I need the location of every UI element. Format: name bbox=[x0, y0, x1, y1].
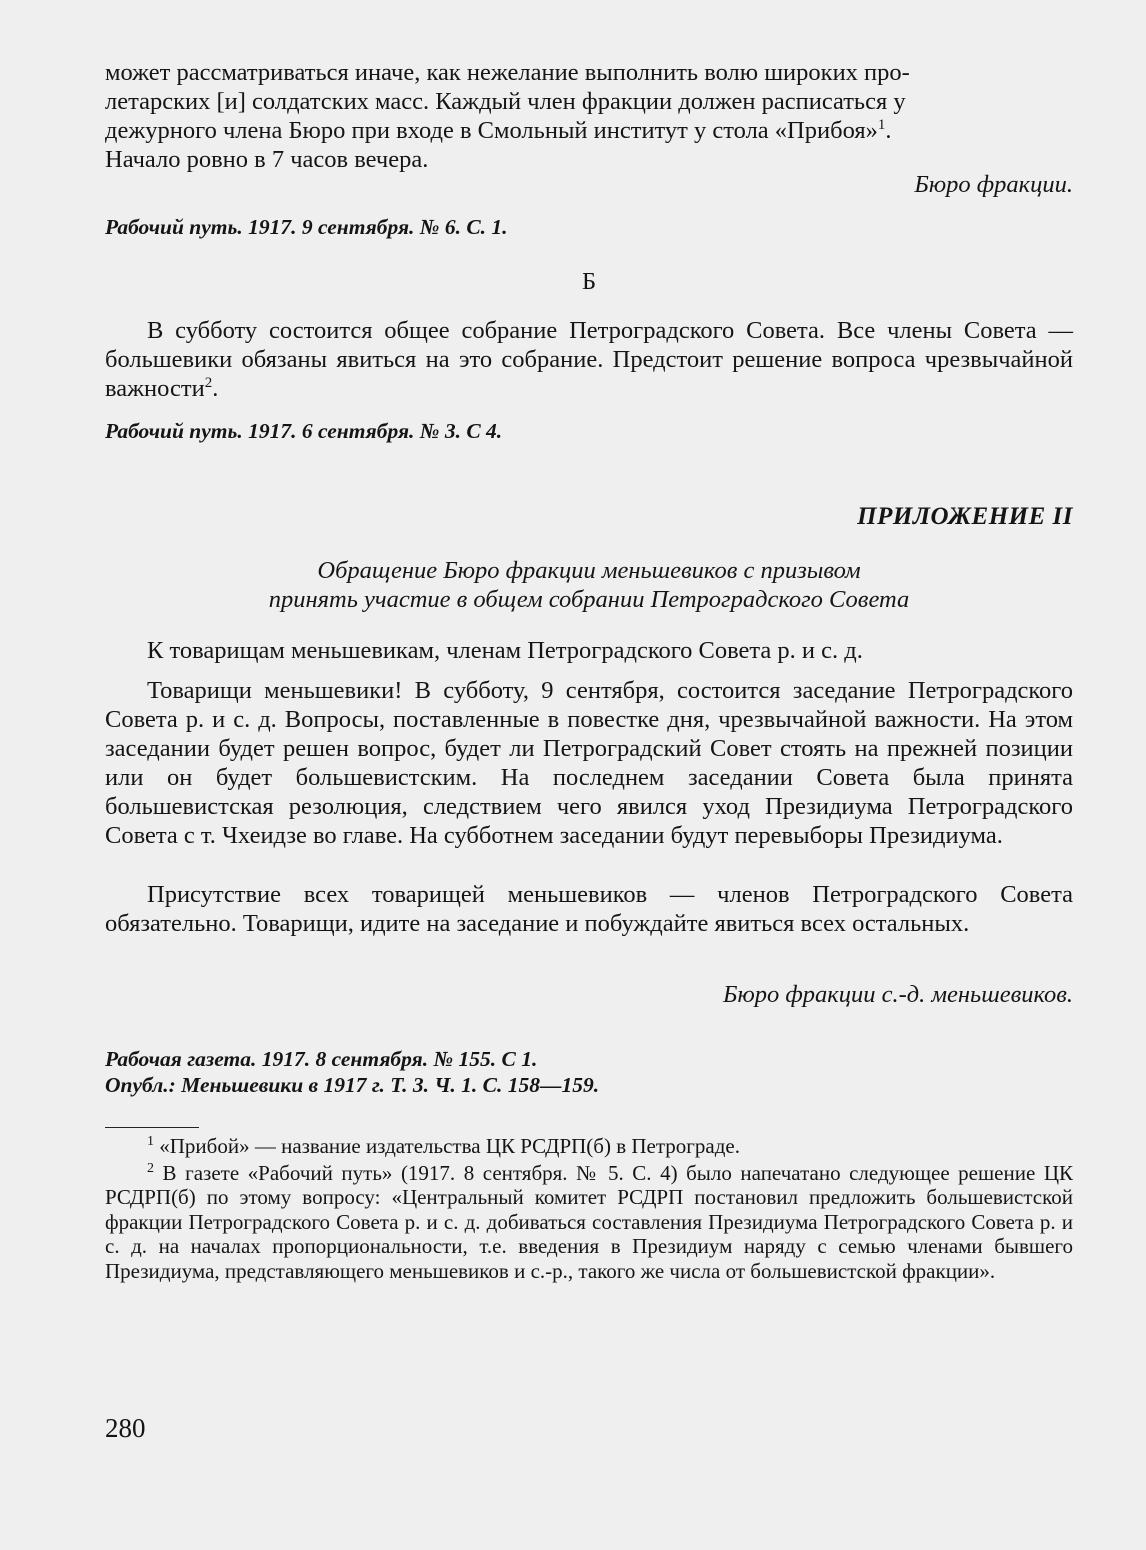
section-b-paragraph: В субботу состоится общее собрание Петроградского Совета. Все члены Совета — большевики обязаны явиться на это собрание. Предстоит решение вопроса чрезвычайной важности$^2$. bbox=[105, 317, 1073, 402]
appendix-paragraph-2-block bbox=[105, 880, 1073, 938]
top-line-2: летарских [и] солдатских масс. Каждый член фракции должен расписаться у bbox=[105, 88, 906, 115]
appendix-source-1: Рабочая газета. 1917. 8 сентября. № 155. С 1. bbox=[105, 1047, 538, 1071]
footnote-1: $^1$ «Прибой» — название издательства ЦК РСДРП(б) в Петрограде. bbox=[147, 1134, 741, 1158]
appendix-sources bbox=[105, 1046, 1073, 1098]
footnotes bbox=[105, 1134, 1073, 1283]
appendix-label: ПРИЛОЖЕНИЕ II bbox=[857, 503, 1073, 530]
section-b-heading-block bbox=[105, 268, 1073, 296]
top-source-block bbox=[105, 214, 1073, 240]
top-source: Рабочий путь. 1917. 9 сентября. № 6. С. 1. bbox=[105, 215, 508, 239]
appendix-title bbox=[105, 556, 1073, 614]
section-b-letter: Б bbox=[581, 268, 597, 295]
top-signature-block bbox=[105, 170, 1073, 199]
appendix-paragraph-1-block bbox=[105, 676, 1073, 850]
section-b-source-block bbox=[105, 418, 1073, 444]
top-line-3: дежурного члена Бюро при входе в Смольный институт у стола «Прибоя»$^1$. bbox=[105, 116, 892, 144]
top-line-4: Начало ровно в 7 часов вечера. bbox=[105, 146, 429, 173]
footnote-divider bbox=[105, 1127, 199, 1128]
footnote-ref-1: 1 bbox=[877, 116, 886, 133]
appendix-title-line-2: принять участие в общем собрании Петроградского Совета bbox=[268, 586, 910, 613]
section-b-source: Рабочий путь. 1917. 6 сентября. № 3. С 4. bbox=[105, 419, 503, 443]
page-number: 280 bbox=[105, 1413, 146, 1443]
footnote-2: $^2$ В газете «Рабочий путь» (1917. 8 сентября. № 5. С. 4) было напечатано следующее решение ЦК РСДРП(б) по этому вопросу: «Центральный комитет РСДРП постановил предложить большевистской фракции Петроградского Совета р. и с. д. добиваться составления Президиума Петроградского Совета р. и с. д. на началах пропорциональности, т.е. введения в Президиум наряду с семью членами бывшего Президиума, представляющего меньшевиков и с.-р., такого же числа от большевистской фракции». bbox=[105, 1160, 1074, 1283]
page-number-block bbox=[105, 1413, 1073, 1444]
footnote-rule-block bbox=[105, 1127, 1073, 1128]
appendix-paragraph-2: Присутствие всех товарищей меньшевиков — членов Петроградского Совета обязательно. Товарищи, идите на заседание и побуждайте явиться всех остальных. bbox=[105, 881, 1073, 937]
top-line-1: может рассматриваться иначе, как нежелание выполнить волю широких про- bbox=[105, 59, 910, 86]
section-b-paragraph-block bbox=[105, 316, 1073, 403]
appendix-paragraph-1: Товарищи меньшевики! В субботу, 9 сентября, состоится заседание Петроградского Совета р. и с. д. Вопросы, поставленные в повестке дня, чрезвычайной важности. На этом заседании будет решен вопрос, будет ли Петроградский Совет стоять на прежней позиции или он будет большевистским. На последнем заседании Совета была принята большевистская резолюция, следствием чего явился уход Президиума Петроградского Совета с т. Чхеидзе во главе. На субботнем заседании будут перевыборы Президиума. bbox=[105, 677, 1073, 849]
appendix-signature-block bbox=[105, 980, 1073, 1009]
appendix-signature: Бюро фракции с.-д. меньшевиков. bbox=[723, 981, 1073, 1008]
appendix-label-block bbox=[105, 503, 1073, 531]
appendix-title-line-1: Обращение Бюро фракции меньшевиков с призывом bbox=[317, 557, 861, 584]
appendix-source-2: Опубл.: Меньшевики в 1917 г. Т. 3. Ч. 1. С. 158—159. bbox=[105, 1073, 600, 1097]
appendix-address-block bbox=[105, 636, 1073, 665]
footnote-ref-2: 2 bbox=[204, 374, 213, 391]
top-signature: Бюро фракции. bbox=[914, 171, 1073, 198]
top-paragraph bbox=[105, 58, 1073, 174]
appendix-address: К товарищам меньшевикам, членам Петроградского Совета р. и с. д. bbox=[147, 637, 863, 664]
